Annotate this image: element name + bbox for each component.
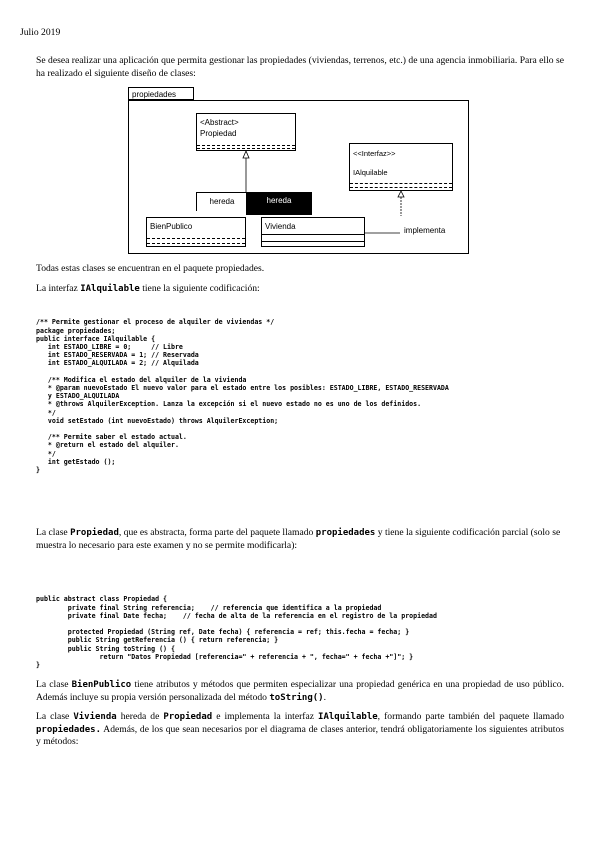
code-line: public abstract class Propiedad {	[36, 595, 168, 604]
code-line: return "Datos Propiedad [referencia=" + referencia + ", fecha=" + fecha +"]"; }	[36, 652, 414, 661]
inheritance-arrow-icon	[243, 151, 249, 158]
interface-name: IAlquilable	[353, 168, 388, 177]
code-line	[36, 620, 566, 628]
bienpublico-class: BienPublico	[146, 217, 246, 247]
code-term: Propiedad	[70, 528, 119, 538]
code-line: }	[36, 661, 40, 670]
code-term: propiedades.	[36, 724, 102, 735]
hereda-label-left: hereda	[196, 192, 248, 211]
divider	[262, 241, 364, 242]
realization-arrow-icon	[398, 191, 404, 197]
code-line: public interface IAlquilable {	[36, 334, 156, 343]
code-line: protected Propiedad (String ref, Date fecha) { referencia = ref; this.fecha = fecha; }	[36, 628, 410, 637]
class-diagram	[0, 0, 600, 260]
code-line: int getEstado ();	[36, 457, 116, 466]
code-line: int ESTADO_RESERVADA = 1; // Reservada	[36, 351, 199, 360]
code-line: package propiedades;	[36, 326, 116, 335]
vivienda-class: Vivienda	[261, 217, 365, 247]
code-term: Propiedad	[163, 712, 213, 722]
code-line: int ESTADO_ALQUILADA = 2; // Alquilada	[36, 359, 199, 368]
intro-paragraph: Se desea realizar una aplicación que permita gestionar las propiedades (viviendas, terrenos, etc.) de una agencia inmobiliaria. Para ello se ha realizado el siguiente diseño de clases:	[36, 55, 564, 79]
hereda-label-right: hereda	[246, 192, 312, 215]
code-line: private final String referencia; // referencia que identifica a la propiedad	[36, 603, 382, 612]
propiedad-code-block	[36, 579, 566, 677]
propiedad-paragraph: La clase Propiedad, que es abstracta, forma parte del paquete llamado propiedades y tiene la siguiente codificación parcial (solo se muestra lo necesario para este examen y no se permite modificarla):	[36, 527, 561, 551]
code-line: y ESTADO_ALQUILADA	[36, 392, 120, 401]
vivienda-paragraph: La clase Vivienda hereda de Propiedad e implementa la interfaz IAlquilable, formando parte también del paquete llamado propiedades. Además, de los que sean necesarios por el diagrama de clases anterior, tendrá obligatoriamente los siguientes atributos y métodos:	[36, 711, 565, 747]
code-line: * @return el estado del alquiler.	[36, 441, 179, 450]
package-paragraph: Todas estas clases se encuentran en el paquete propiedades.	[36, 263, 265, 274]
code-line: /** Modifica el estado del alquiler de la vivienda	[36, 375, 247, 384]
code-term: toString()	[269, 692, 324, 703]
code-line: * @param nuevoEstado El nuevo valor para el estado entre los posibles: ESTADO_LIBRE, ESTADO_RESERVADA	[36, 384, 449, 393]
code-line: public String toString () {	[36, 644, 175, 653]
implementa-label: implementa	[404, 226, 446, 235]
code-line: void setEstado (int nuevoEstado) throws AlquilerException;	[36, 416, 279, 425]
code-line: /** Permite gestionar el proceso de alquiler de viviendas */	[36, 318, 275, 327]
propiedad-name: Propiedad	[200, 129, 237, 138]
interface-paragraph: La interfaz IAlquilable tiene la siguiente codificación:	[36, 283, 260, 294]
code-term: Vivienda	[73, 712, 117, 722]
code-line: public String getReferencia () { return referencia; }	[36, 636, 279, 645]
package-tab: propiedades	[128, 87, 194, 100]
code-line	[36, 368, 566, 376]
code-line: int ESTADO_LIBRE = 0; // Libre	[36, 343, 183, 352]
code-term: IAlquilable	[318, 712, 378, 722]
code-line	[36, 425, 566, 433]
code-term: propiedades	[315, 528, 376, 538]
interface-code-block	[36, 302, 566, 482]
code-line: */	[36, 408, 56, 417]
divider	[147, 238, 245, 239]
code-term: BienPublico	[71, 680, 132, 690]
bienpublico-paragraph: La clase BienPublico tiene atributos y métodos que permiten especializar una propiedad genérica en una propiedad de uso público. Además incluye su propia versión personalizada del método toString().	[36, 679, 564, 703]
divider	[262, 234, 364, 235]
interface-stereotype: <<Interfaz>>	[353, 149, 396, 158]
code-term: IAlquilable	[80, 284, 140, 294]
code-line: /** Permite saber el estado actual.	[36, 433, 187, 442]
code-line: * @throws AlquilerException. Lanza la excepción si el nuevo estado no es uno de los definidos.	[36, 400, 422, 409]
code-lines	[36, 595, 566, 669]
page-date: Julio 2019	[20, 27, 61, 38]
code-lines	[36, 318, 566, 474]
code-line: */	[36, 449, 56, 458]
propiedad-stereotype: <Abstract>	[200, 118, 239, 127]
code-line: private final Date fecha; // fecha de alta de la referencia en el registro de la propiedad	[36, 611, 437, 620]
divider	[147, 243, 245, 244]
code-line: }	[36, 466, 40, 475]
